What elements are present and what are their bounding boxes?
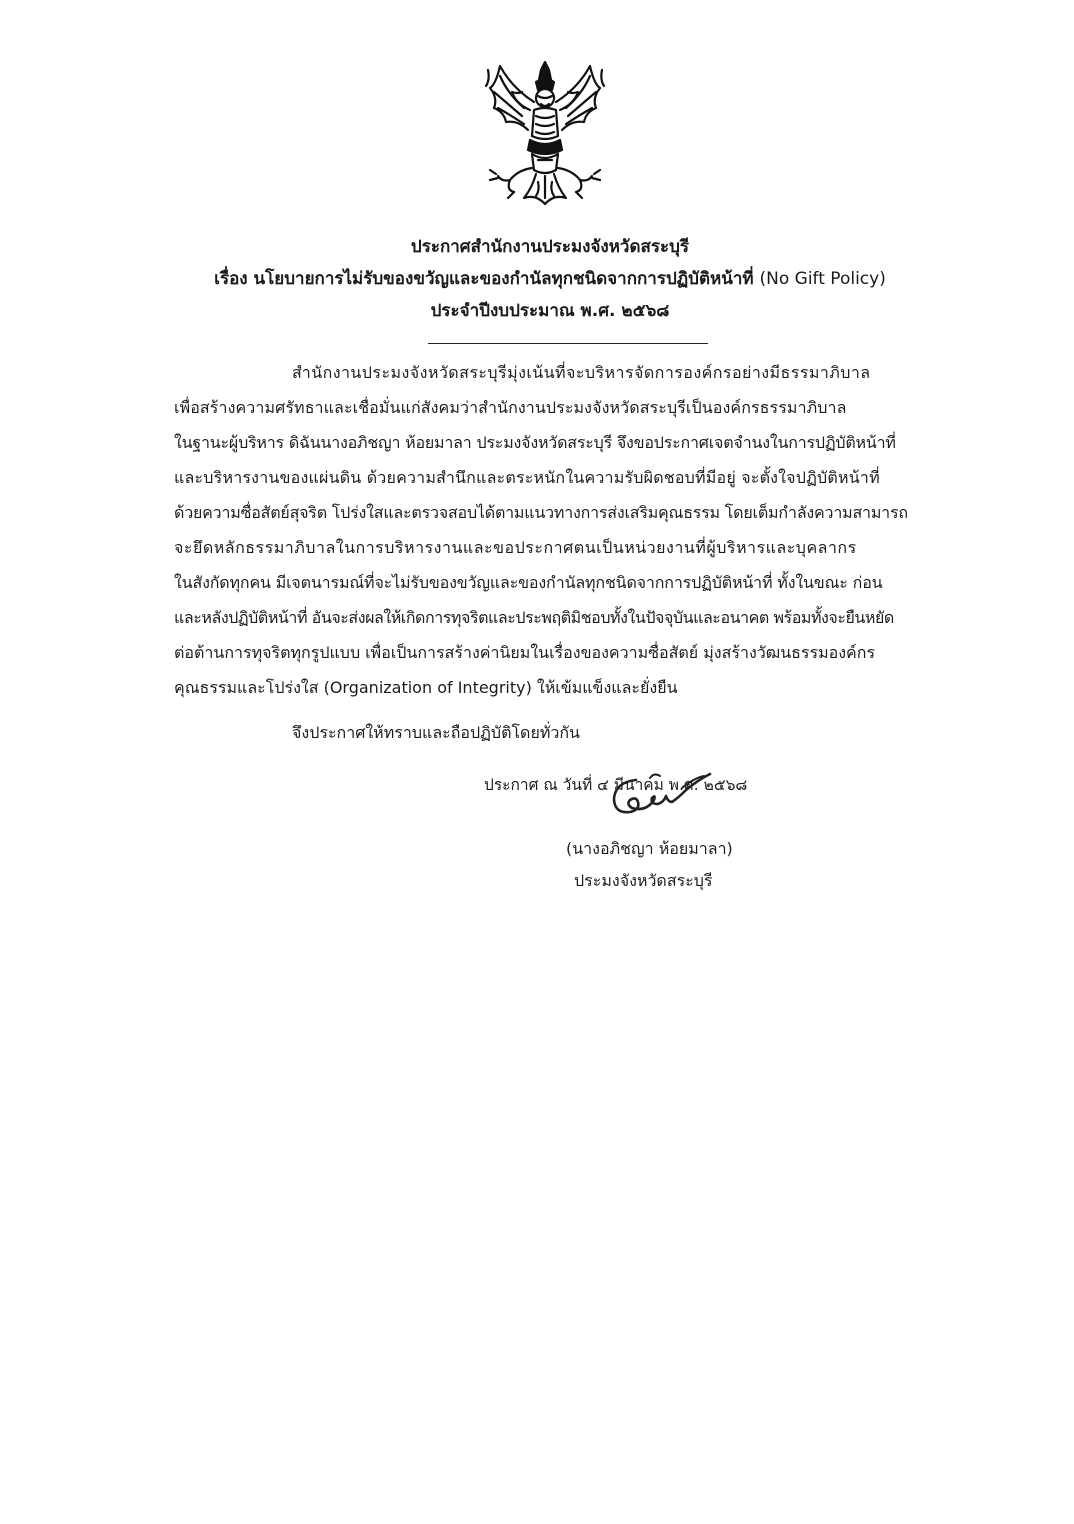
handwritten-signature-icon: [606, 768, 718, 826]
body-line: ในฐานะผู้บริหาร ดิฉันนางอภิชญา ห้อยมาลา ประมงจังหวัดสระบุรี จึงขอประกาศเจตจำนงในการปฏิบัติหน้าที่: [174, 433, 896, 452]
signatory-name: (นางอภิชญา ห้อยมาลา): [566, 839, 733, 858]
dateline: ประกาศ ณ วันที่ ๔ มีนาคม พ.ศ. ๒๕๖๘: [484, 776, 748, 794]
signatory-position: ประมงจังหวัดสระบุรี: [574, 871, 713, 890]
body-line: ในสังกัดทุกคน มีเจตนารมณ์ที่จะไม่รับของขวัญและของกำนัลทุกชนิดจากการปฏิบัติหน้าที่ ทั้งในขณะ ก่อน: [174, 573, 883, 592]
body-line: จะยึดหลักธรรมาภิบาลในการบริหารงานและขอประกาศตนเป็นหน่วยงานที่ผู้บริหารและบุคลากร: [174, 538, 857, 557]
announcement-subject: [150, 264, 950, 294]
subject-english: (No Gift Policy): [759, 269, 886, 289]
closing-line: จึงประกาศให้ทราบและถือปฏิบัติโดยทั่วกัน: [292, 723, 580, 742]
body-line: คุณธรรมและโปร่งใส (Organization of Integrity) ให้เข้มแข็งและยั่งยืน: [174, 678, 678, 697]
body-line: สำนักงานประมงจังหวัดสระบุรีมุ่งเน้นที่จะบริหารจัดการองค์กรอย่างมีธรรมาภิบาล: [292, 363, 871, 382]
garuda-emblem-icon: [478, 58, 612, 208]
title-divider: [428, 343, 708, 344]
body-line: ด้วยความซื่อสัตย์สุจริต โปร่งใสและตรวจสอบได้ตามแนวทางการส่งเสริมคุณธรรม โดยเต็มกำลังความสามารถ: [174, 503, 908, 522]
subject-thai: เรื่อง นโยบายการไม่รับของขวัญและของกำนัลทุกชนิดจากการปฏิบัติหน้าที่: [214, 269, 754, 289]
body-line: เพื่อสร้างความศรัทธาและเชื่อมั่นแก่สังคมว่าสำนักงานประมงจังหวัดสระบุรีเป็นองค์กรธรรมาภิบาล: [174, 398, 847, 417]
announcement-title: ประกาศสำนักงานประมงจังหวัดสระบุรี: [410, 237, 690, 257]
fiscal-year: ประจำปีงบประมาณ พ.ศ. ๒๕๖๘: [430, 301, 670, 321]
body-line: ต่อต้านการทุจริตทุกรูปแบบ เพื่อเป็นการสร้างค่านิยมในเรื่องของความซื่อสัตย์ มุ่งสร้างวัฒนธรรมองค์กร: [174, 643, 876, 662]
body-line: และบริหารงานของแผ่นดิน ด้วยความสำนึกและตระหนักในความรับผิดชอบที่มีอยู่ จะตั้งใจปฏิบัติหน้าที่: [174, 468, 880, 487]
body-line: และหลังปฏิบัติหน้าที่ อันจะส่งผลให้เกิดการทุจริตและประพฤติมิชอบทั้งในปัจจุบันและอนาคต พร้อมทั้งจะยืนหยัด: [174, 608, 894, 627]
